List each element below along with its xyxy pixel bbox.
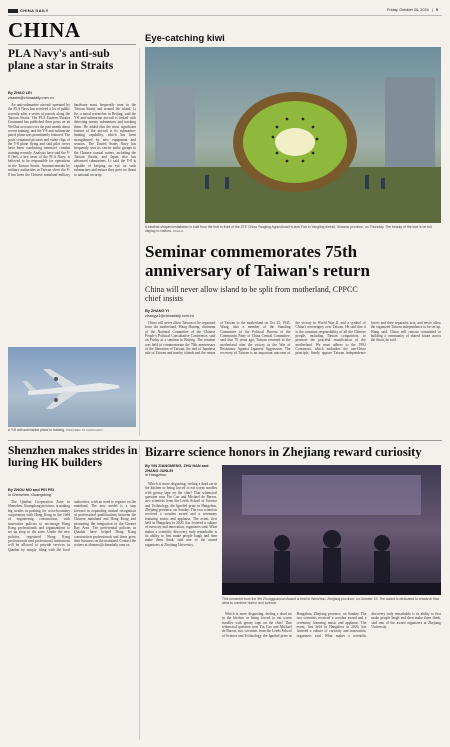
airplane-icon bbox=[8, 347, 136, 427]
shenzhen-body: The Qianhai Cooperation Zone in Shenzhen, Guangdong province, is making big strides in pushing for cross-boundary cooperation with Hong Kong in the field of engineering construction, with innovative policies to encourage Hong Kong professionals and organizations to set up shop in the zone. Under the new policies, registered Hong Kong professionals and professional institutions will be allowed to provide services in Qianhai by simply filing with the local authorities, with no need to register on the mainland. The new model is a step forward in expanding mutual recognition of professional qualifications between the Chinese mainland and Hong Kong and promoting the integration of the Greater Bay Area. The preferential policies in Qianhai have helped Hong Kong construction professionals and firms grow their business on the mainland. Contact the writers at zhoumo@chinadaily.com.cn bbox=[8, 500, 136, 552]
shenzhen-dateline: in Shenzhen, Guangdong bbox=[8, 492, 52, 497]
kiwi-installation-icon bbox=[145, 47, 441, 223]
navy-email: zhaolei@chinadaily.com.cn bbox=[8, 95, 54, 100]
masthead-logo-icon bbox=[8, 9, 18, 13]
seminar-body: China will never allow Taiwan to be separated from the motherland, Wang Huning, chairman of the National Committee of the Chinese People's Political Consultative Conference, said on Friday at a seminar in Beijing. The seminar was held to commemorate the 79th anniversary of the liberation of Taiwan, the end of Japanese rule of Taiwan and nearby islands and the return of Taiwan to the motherland on Oct 25, 1945. Wang, also a member of the Standing Committee of the Political Bureau of the Communist Party of China Central Committee, said that 79 years ago, Taiwan returned to the motherland after the victory in the War of Resistance Against Japanese Aggression. The recovery of Taiwan is an important outcome of the victory in World War II, and a symbol of China's sovereignty over Taiwan. He said that it is the common responsibility of all the Chinese people, including Taiwan compatriots, to promote the peaceful reunification of the motherland. We must adhere to the 1992 Consensus, which embodies the one-China principle, firmly oppose Taiwan independence forces and their separatist acts, and never allow the organized Taiwan independence to be set up, Wang said. China will remain committed to building a community of shared future across the Strait, he said. bbox=[145, 321, 441, 356]
masthead: CHINA DAILY bbox=[8, 8, 49, 13]
zhejiang-byline: By YIN ZIANGMENG, ZHU HAN and ZHANG JUNLEI in Hangzhou bbox=[145, 464, 209, 478]
award-stage-icon bbox=[222, 465, 441, 595]
award-photo bbox=[222, 465, 441, 595]
shenzhen-headline: Shenzhen makes strides in luring HK builders bbox=[8, 445, 138, 470]
seminar-email: zhangyi1@chinadaily.com.cn bbox=[145, 313, 194, 318]
column-divider-lower bbox=[139, 445, 140, 740]
section-title: CHINA bbox=[8, 18, 81, 42]
zhejiang-body-left: Which is more disgusting, feeling a dead rat in the kitchen or being forced to eat worm noodles with greasy tape on the chin? That whimsical question won Yin Cao and Michael de Barros, two scientists from the Leeds School of Science and Technology, the Ignobel prize in Hangzhou, Zhejiang province, on Sunday. The two scientists received a wooden award and a ceremony featuring music and applause. The event, first held in Hangzhou in 2020, has fostered a culture of curiosity and innovation, organizers said. What makes a scientific discovery truly remarkable is its ability to first make people laugh and then make them think, said one of the award organizers at Zhejiang University. bbox=[145, 482, 217, 547]
header-rule bbox=[8, 15, 442, 16]
page-number: 5 bbox=[435, 8, 438, 12]
award-caption: This newsreel from the 5th Zhongguancun Award is held in Wenzhou, Zhejiang province, on October 19. The award is dedicated to research that aims to combine humor and science. bbox=[222, 597, 439, 605]
zhejiang-dateline: in Hangzhou bbox=[145, 473, 167, 478]
navy-headline: PLA Navy's anti-sub plane a star in Straits bbox=[8, 48, 114, 73]
seminar-headline: Seminar commemorates 75th anniversary of Taiwan's return bbox=[145, 242, 370, 280]
shenzhen-byline: By ZHOU MO and PEI PEI in Shenzhen, Guangdong bbox=[8, 488, 54, 497]
zhejiang-headline: Bizarre science honors in Zhejiang reward curiosity bbox=[145, 445, 422, 459]
y8-photo bbox=[8, 347, 136, 427]
column-divider bbox=[139, 48, 140, 436]
mid-rule bbox=[8, 440, 442, 441]
y8-credit: PROVIDED TO CHINA DAILY bbox=[66, 428, 104, 432]
kiwi-photo bbox=[145, 47, 441, 223]
kiwi-caption: A kiwifruit-shaped installation is built from the fruit in front of the ZTE China Yangling Agricultural Hi-tech Fair in Yangling district, Shaanxi province, on Thursday. The beauty of the kiwi is on full display to visitors. XINHUA bbox=[145, 225, 432, 233]
seminar-byline: By ZHANG YI zhangyi1@chinadaily.com.cn bbox=[145, 309, 194, 318]
zhejiang-body-right: Which is more disgusting, feeling a dead rat in the kitchen or being forced to eat worm noodles with greasy tape on the chin? That whimsical question won Yin Cao and Michael de Barros, two scientists from the Leeds School of Science and Technology, the Ignobel prize in Hangzhou, Zhejiang province, on Sunday. The two scientists received a wooden award and a ceremony featuring music and applause. The event, first held in Hangzhou in 2020, has fostered a culture of curiosity and innovation, organizers said. What makes a scientific discovery truly remarkable is its ability to first make people laugh and then make them think, said one of the award organizers at Zhejiang University. bbox=[222, 612, 441, 638]
kiwi-credit: XINHUA bbox=[172, 229, 184, 233]
y8-caption: A Y-8 anti-submarine plane in training. PROVIDED TO CHINA DAILY bbox=[8, 428, 104, 432]
section-rule bbox=[8, 44, 136, 45]
seminar-deck: China will never allow island to be split from motherland, CPPCC chief insists bbox=[145, 285, 358, 304]
navy-byline: By ZHAO LEI zhaolei@chinadaily.com.cn bbox=[8, 91, 54, 100]
page-date: Friday, October 25, 2024 | 5 bbox=[387, 8, 438, 12]
navy-body: An anti-submarine aircraft operated by the PLA Navy has received a lot of public recently after a series of patrols along the Taiwan Straits. The PLA Eastern Theater Command has published three posts on its WeChat account over the past month about recent training, and the Y-8 anti-submarine patrol plane was prominently featured. The posts contained pictures and video clips of the Y-8 plane flying and said pilot crews have been conducting intensive combat training recently. Analysts have said the Y-8 fleet, a key asset of the PLA Navy, is believed to be responsible for operations in the Taiwan Straits. Announcements by military authorities in Taiwan show the Y-8 has been the Chinese mainland military hardware most frequently seen in the Taiwan Straits and around the island. Li Jie, a naval researcher in Beijing, said the Y-8 anti-submarine aircraft is tasked with detecting enemy submarines and tracking them. He added that the most significant feature of the aircraft is its submarine-hunting capability, which has been strengthened by new equipment and sensors. The United States Navy has frequently sent its carrier strike groups to the Chinese coastal waters, including the Taiwan Straits, and Japan also has advanced submarines. Li said the Y-8 is capable of keeping an eye on such submarines and ensure they pose no threat to national security. bbox=[8, 103, 136, 177]
eyecatching-title: Eye-catching kiwi bbox=[145, 33, 225, 44]
